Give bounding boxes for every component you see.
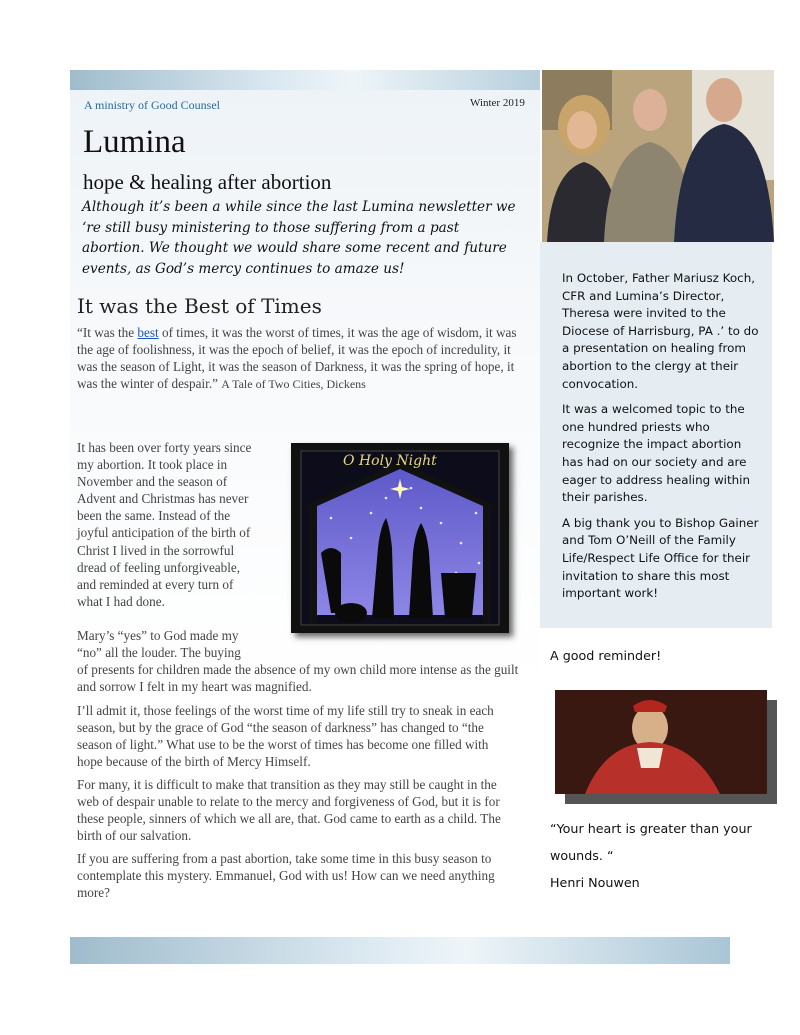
portrait-image [555,690,767,794]
ministry-tagline: A ministry of Good Counsel [84,98,221,112]
sidebar-text [562,270,762,611]
article-paragraph-3: For many, it is difficult to make that transition as they may still be caught in the web of despair unable to relate to the mercy and forgiveness of God, but it is for these people, sinners of which we all are, that. God came to earth as a child. The birth of our salvation. [77,777,501,843]
nouwen-quote [550,815,780,896]
image-caption: O Holy Night [343,453,437,469]
quote-text-end: of times, it was the worst of times, it was the age of wisdom, it was the age of foolishness, it was the epoch of belief, it was the epoch of incredulity, it was the season of Light, it was the season of Darkness, it was the spring of hope, it was the winter of despair.” [77,325,517,391]
article-paragraph-1: It has been over forty years since my abortion. It took place in November and the season of Advent and Christmas has never been the same. Instead of the joyful anticipation of the birth of Christ I lived in the sorrowful dread of feeling unforgiveable, and reminded at every turn of what I had done. [77,440,252,609]
issue-date: Winter 2019 [470,97,525,109]
article-paragraph-4: If you are suffering from a past abortion, take some time in this busy season to contemplate this mystery. Emmanuel, God with us! How can we need anything more? [77,851,495,900]
bottom-banner-bar [70,937,730,964]
best-link[interactable]: best [137,325,159,340]
sidebar-paragraph-3: A big thank you to Bishop Gainer and Tom O’Neill of the Family Life/Respect Life Office for their invitation to share this most important work! [562,515,759,601]
quote-source: A Tale of Two Cities, Dickens [221,377,366,391]
intro-paragraph: Although it’s been a while since the last Lumina newsletter we ‘re still busy ministering to those suffering from a past abortion. We thought we would share some recent and future events, as God’s mercy continues to amaze us! [82,199,516,277]
full-width-lines: of presents for children made the absence of my own child more intense as the guilt and sorrow I felt in my heart was magnified. [77,662,519,695]
group-photo [542,70,774,242]
o-holy-night-image [291,443,509,633]
reminder-heading: A good reminder! [550,648,662,663]
nouwen-quote-text: “Your heart is greater than your wounds. “ [550,821,752,863]
wrapped-lines: Mary’s “yes” to God made my “no” all the louder. The buying [77,628,241,661]
nouwen-quote-author: Henri Nouwen [550,875,640,890]
top-banner-bar [70,70,540,90]
article-paragraph-2: I’ll admit it, those feelings of the worst time of my life still try to sneak in each season, but by the grace of God “the season of darkness” has changed to “the season of light.” What use to be the worst of times has become one filled with hope because of the birth of Mercy Himself. [77,703,494,769]
dickens-quote [77,324,517,393]
three-people-photo [542,70,774,242]
sidebar-paragraph-1: In October, Father Mariusz Koch, CFR and Lumina’s Director, Theresa were invited to the Diocese of Harrisburg, PA .’ to do a presentation on healing from abortion to the clergy at their convocation. [562,271,759,391]
newsletter-subtitle: hope & healing after abortion [83,170,332,194]
newsletter-title: Lumina [83,124,186,160]
article-heading: It was the Best of Times [77,294,322,318]
nativity-scene-illustration [291,443,509,633]
article-paragraph-1-continued [77,627,537,695]
cardinal-portrait [555,690,767,794]
quote-text-start: “It was the [77,325,138,340]
sidebar-paragraph-2: It was a welcomed topic to the one hundred priests who recognize the impact abortion has had on our society and are eager to address healing within their parishes. [562,402,751,505]
